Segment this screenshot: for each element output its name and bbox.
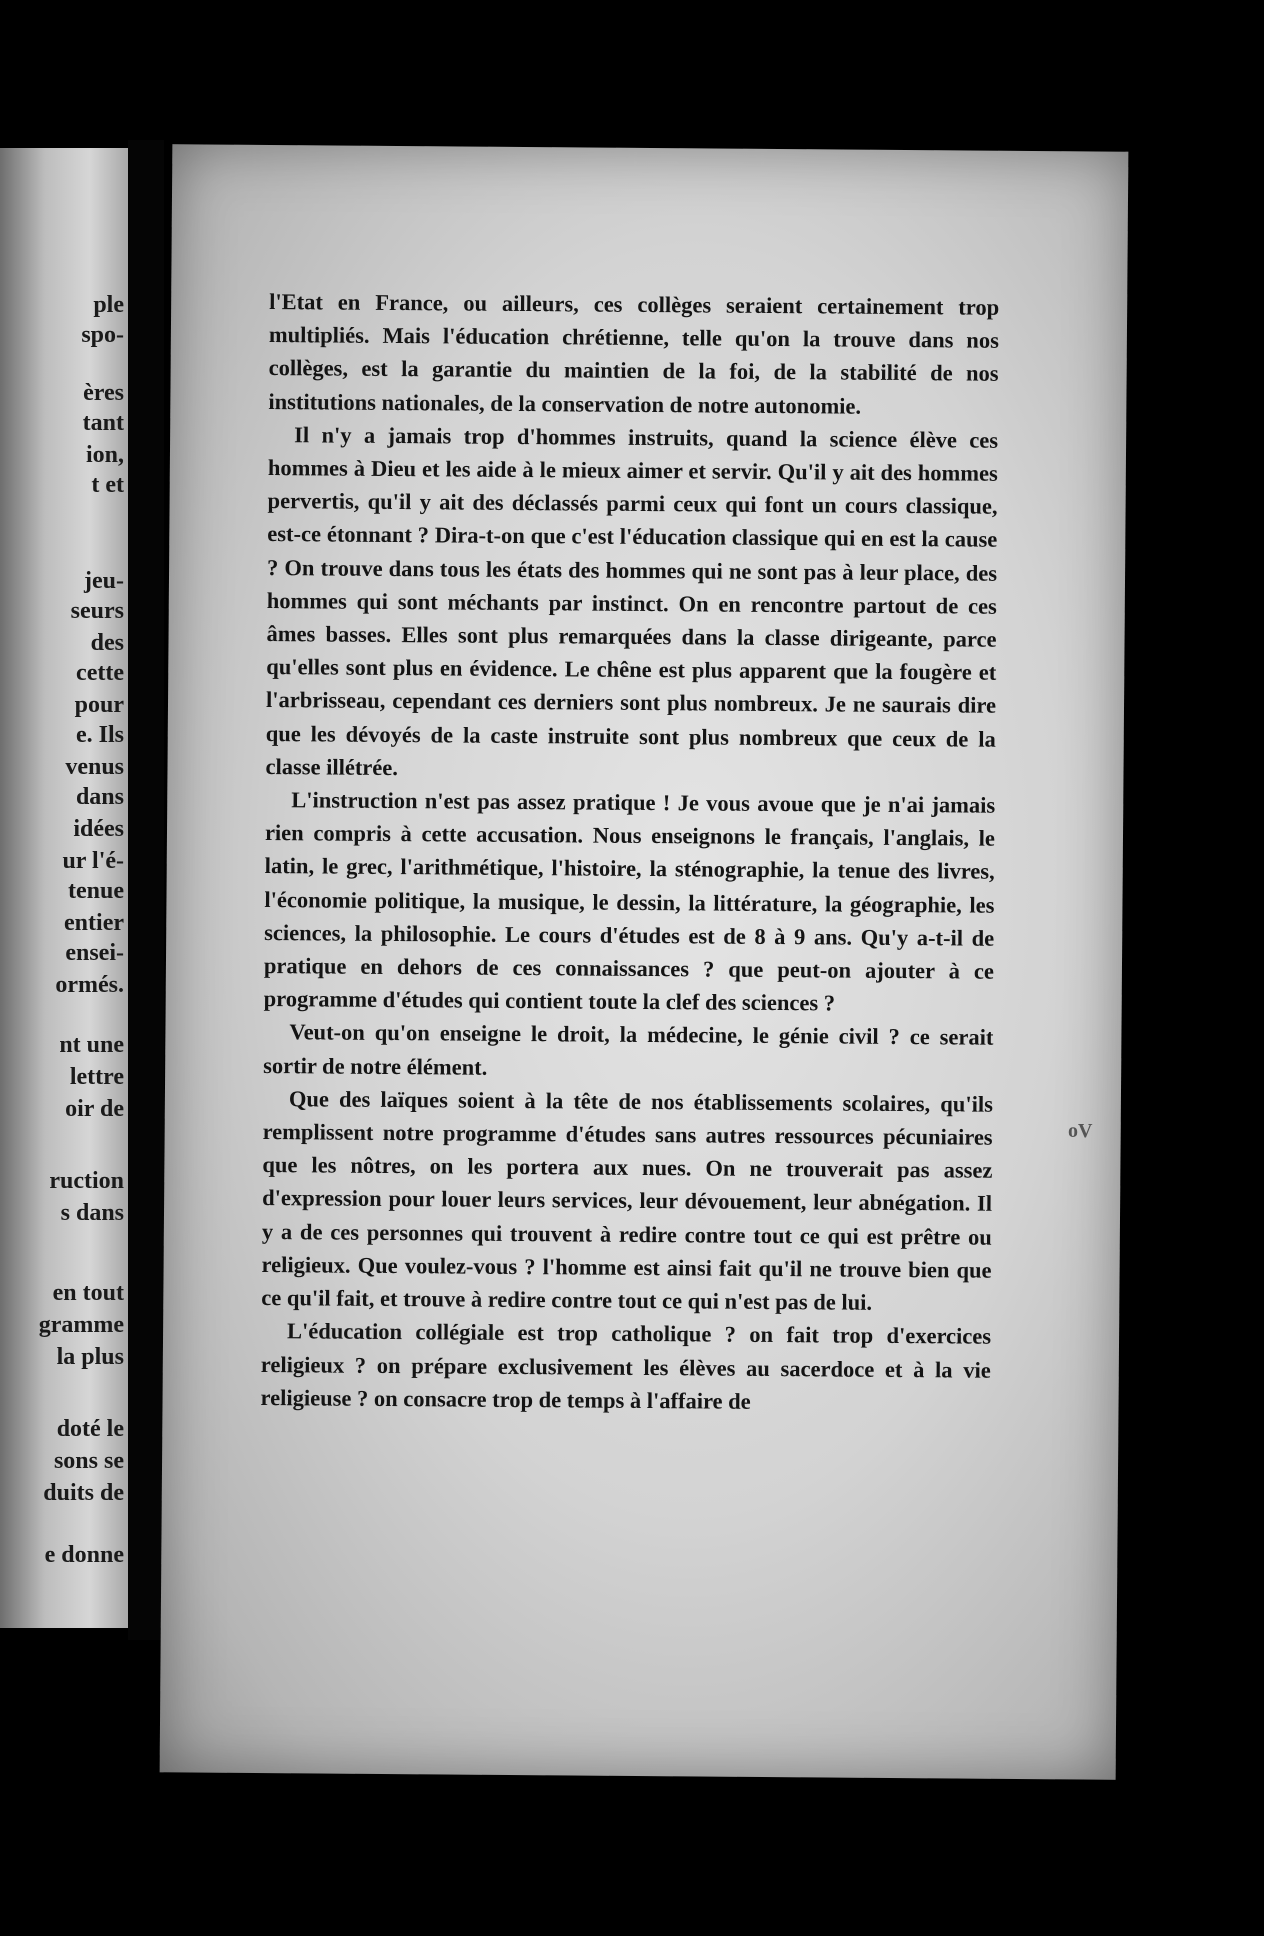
body-paragraph: L'instruction n'est pas assez pratique ! Je vous avoue que je n'ai jamais rien compris à cette accusation. Nous enseignons le français, l'anglais, le latin, le grec, l'arithmétique, l'histoire, la sténographie, la tenue des livres, l'économie politique, la musique, le dessin, la littérature, la géographie, les sciences, la philosophie. Le cours d'études est de 8 à 9 ans. Qu'y a-t-il de pratique en dehors de ces connaissances ? que peut-on ajouter à ce programme d'études qui contient toute la clef des sciences ? [263, 787, 996, 1016]
left-page-fragment: jeu- [84, 568, 124, 594]
left-page-fragment: ères [83, 380, 124, 406]
left-page-fragment: tant [82, 410, 124, 436]
left-page-fragment: ruction [49, 1168, 124, 1194]
body-paragraph: L'éducation collégiale est trop catholique ? on fait trop d'exercices religieux ? on prépare exclusivement les élèves au sacerdoce et à la vie religieuse ? on consacre trop de temps à l'affaire de [260, 1318, 992, 1414]
left-page-fragment: des [90, 630, 124, 656]
main-page [160, 144, 1129, 1779]
left-page-fragment: duits de [43, 1480, 124, 1506]
left-page-fragment: pour [74, 692, 124, 718]
left-page-fragment: nt une [59, 1032, 124, 1058]
left-page-fragment: dans [75, 784, 124, 810]
left-page-text-fragments [0, 148, 128, 1628]
left-page-fragment: ormés. [55, 972, 124, 998]
body-paragraph: Veut-on qu'on enseigne le droit, la médecine, le génie civil ? ce serait sortir de notre élément. [263, 1019, 994, 1080]
margin-mark: oV [1068, 1120, 1093, 1142]
left-page-fragment: seurs [70, 598, 124, 624]
body-paragraph: Il n'y a jamais trop d'hommes instruits, quand la science élève ces hommes à Dieu et les aide à le mieux aimer et servir. Qu'il y ait des hommes pervertis, qu'il y ait des déclassés parmi ceux qui font un cours classique, est-ce étonnant ? Dira-t-on que c'est l'éducation classique qui en est la cause ? On trouve dans tous les états des hommes qui ne sont pas à leur place, des hommes qui sont méchants par instinct. On en rencontre partout de ces âmes basses. Elles sont plus remarquées dans la classe dirigeante, parce qu'elles sont plus en évidence. Le chêne est plus apparent que la fougère et l'arbrisseau, cependant ces derniers sont plus nombreux. Je ne saurais dire que les dévoyés de la caste instruite sont plus nombreux que ceux de la classe illétrée. [265, 422, 999, 780]
left-page-fragment: cette [76, 660, 124, 686]
left-page-fragment: ur l'é- [62, 848, 124, 874]
left-page-fragment: ensei- [65, 940, 124, 966]
body-paragraph: Que des laïques soient à la tête de nos établissements scolaires, qu'ils remplissent notre programme d'études sans autres ressources pécuniaires que les nôtres, on les portera aux nues. On ne trouverait pas assez d'expression pour louer leurs services, leur dévouement, leur abnégation. Il y a de ces personnes qui trouvent à redire contre tout ce qui est prêtre ou religieux. Que voulez-vous ? l'homme est ainsi fait qu'il ne trouve bien que ce qu'il fait, et trouve à redire contre tout ce qui n'est pas de lui. [261, 1086, 993, 1315]
left-page-fragment: tenue [68, 878, 124, 904]
left-facing-page [0, 148, 128, 1628]
left-page-fragment: oir de [65, 1096, 124, 1122]
left-page-fragment: sons se [53, 1448, 124, 1474]
left-page-fragment: ion, [85, 442, 124, 468]
left-page-fragment: gramme [38, 1312, 124, 1338]
left-page-fragment: t et [91, 472, 124, 498]
left-page-fragment: en tout [52, 1280, 124, 1306]
left-page-fragment: s dans [60, 1200, 124, 1226]
left-page-fragment: lettre [69, 1064, 124, 1090]
page-gutter [128, 140, 164, 1640]
main-page-body-text [260, 285, 999, 1420]
left-page-fragment: la plus [56, 1344, 124, 1370]
left-page-fragment: venus [65, 754, 124, 780]
left-page-fragment: spo- [81, 322, 124, 348]
left-page-fragment: entier [64, 910, 124, 936]
body-paragraph: l'Etat en France, ou ailleurs, ces collèges seraient certainement trop multipliés. Mais l'éducation chrétienne, telle qu'on la trouve dans nos collèges, est la garantie du maintien de la foi, de la stabilité de nos institutions nationales, de la conservation de notre autonomie. [268, 289, 1000, 419]
left-page-fragment: doté le [56, 1416, 124, 1442]
left-page-fragment: idées [73, 816, 124, 842]
left-page-fragment: e donne [44, 1542, 124, 1568]
left-page-fragment: ple [93, 292, 124, 318]
left-page-fragment: e. Ils [76, 722, 124, 748]
